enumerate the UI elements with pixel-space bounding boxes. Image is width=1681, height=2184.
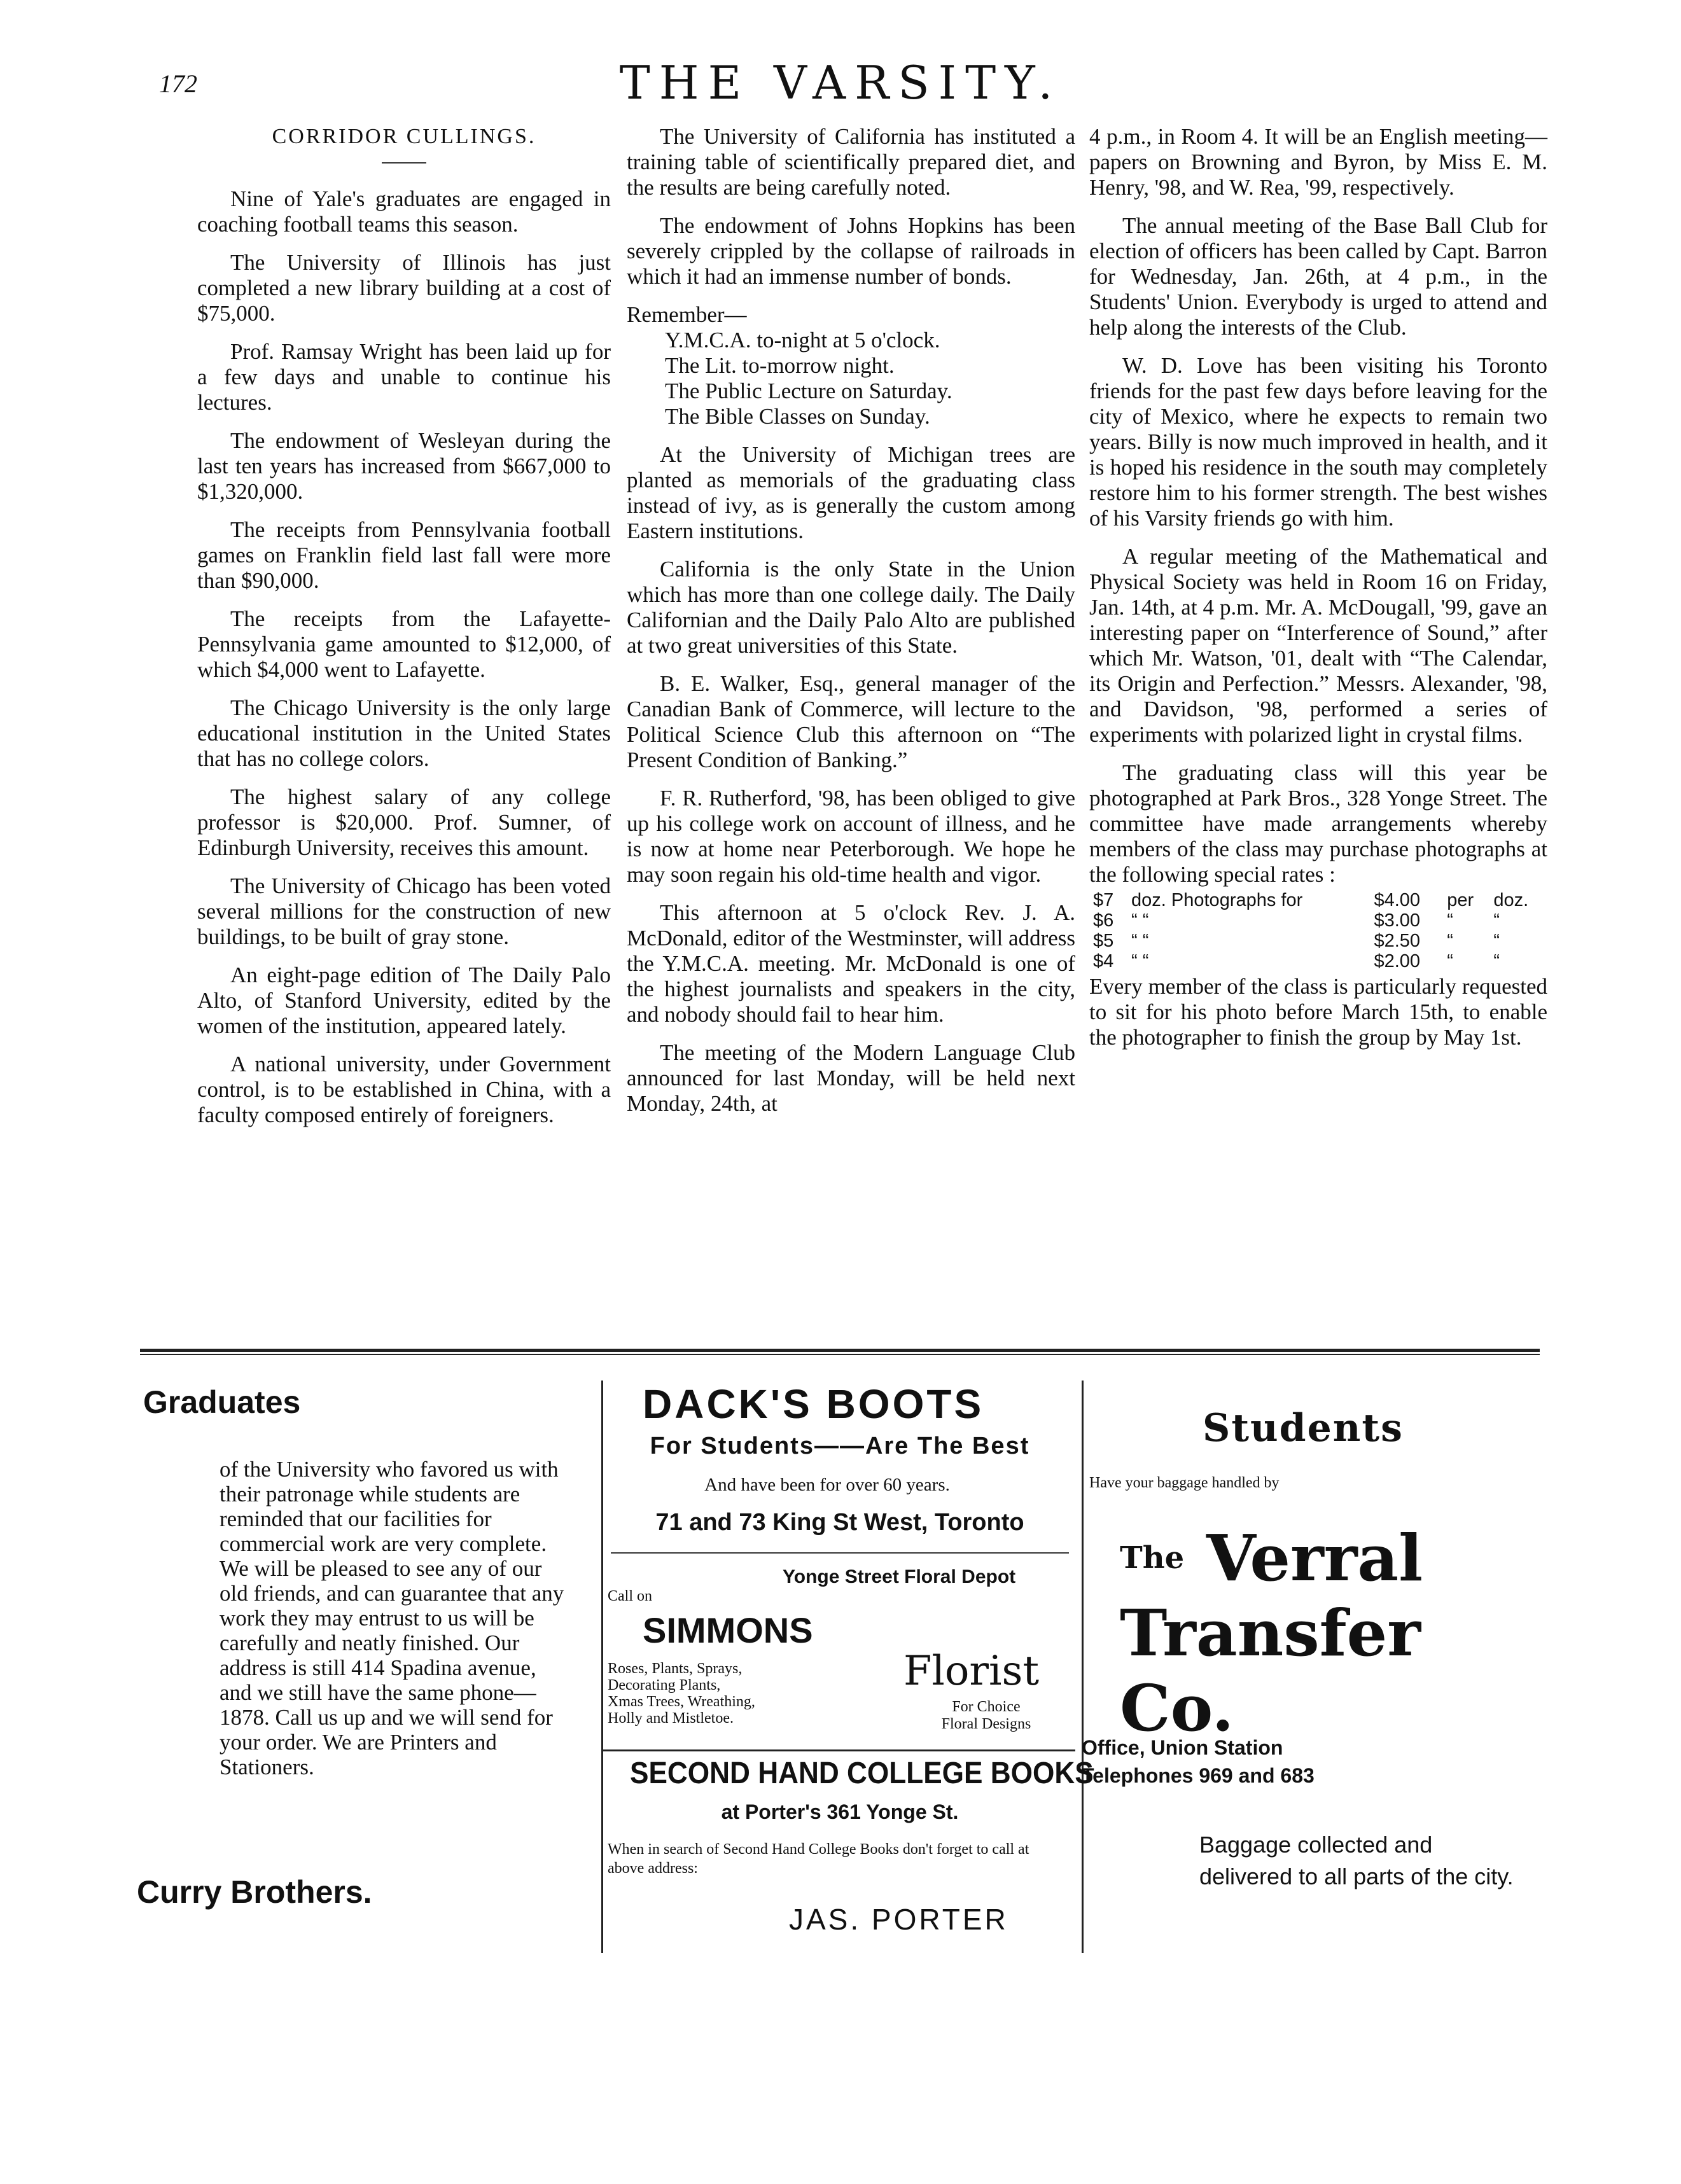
news-item: F. R. Rutherford, '98, has been obliged to give up his college work on account of illness, and he is now at home near Peterborough. We hope he may soon regain his old-time health and vigor. — [627, 786, 1075, 887]
news-item: B. E. Walker, Esq., general manager of the Canadian Bank of Commerce, will lecture to the Political Science Club this afternoon on “The Present Condition of Banking.” — [627, 671, 1075, 772]
ad-simmons-items — [608, 1660, 755, 1727]
ad-verral-line: Co. — [1120, 1671, 1234, 1746]
list-item: Decorating Plants, — [608, 1677, 721, 1694]
news-item: A regular meeting of the Mathematical and Physical Society was held in Room 16 on Friday, Jan. 14th, at 4 p.m. Mr. A. McDougall, '99, gave an interesting paper on “Interference of Sound,” after which Mr. Watson, '01, dealt with “The Calendar, its Origin and Perfection.” Messrs. Alexander, '98, and Davidson, '98, performed a series of experiments with polarized light in crystal films. — [1089, 544, 1547, 747]
ad-simmons-depot: Yonge Street Floral Depot — [783, 1566, 1016, 1587]
table-row — [1089, 931, 1547, 951]
ad-graduates-signature: Curry Brothers. — [137, 1874, 372, 1910]
masthead-title: THE VARSITY. — [619, 56, 1062, 109]
news-item: 4 p.m., in Room 4. It will be an English meeting—papers on Browning and Byron, by Miss E. M. Henry, '98, and W. Rea, '99, respectively. — [1089, 124, 1547, 200]
section-divider — [140, 1349, 1540, 1352]
table-cell: “ — [1493, 931, 1500, 951]
remember-block — [627, 302, 1075, 429]
news-item: Nine of Yale's graduates are engaged in coaching football teams this season. — [197, 186, 611, 237]
ad-porter-signature: JAS. PORTER — [789, 1903, 1008, 1936]
table-cell: $4.00 — [1374, 890, 1421, 910]
section-divider-thin — [140, 1354, 1540, 1355]
ad-simmons-call-on: Call on — [608, 1588, 652, 1604]
ad-verral-name — [1120, 1520, 1552, 1746]
ad-verral-the: The — [1120, 1540, 1185, 1576]
ad-simmons-florist-sub — [910, 1699, 1063, 1733]
ad-porter-subtitle: at Porter's 361 Yonge St. — [721, 1800, 959, 1823]
table-cell: $7 — [1093, 890, 1114, 910]
news-item: The Chicago University is the only large educational institution in the United States that has no college colors. — [197, 695, 611, 771]
ad-simmons-florist: Florist — [903, 1648, 1040, 1695]
ad-verral-sub: Have your baggage handled by — [1089, 1475, 1280, 1491]
ad-verral-office: Office, Union Station — [1082, 1736, 1283, 1759]
list-item: Xmas Trees, Wreathing, — [608, 1694, 755, 1710]
ad-dacks-since: And have been for over 60 years. — [704, 1475, 950, 1495]
photo-rates-table — [1089, 890, 1547, 971]
table-cell: $4 — [1093, 951, 1114, 971]
news-item: The University of Chicago has been voted several millions for the construction of new buildings, to be built of gray stone. — [197, 873, 611, 949]
table-cell: per — [1447, 890, 1474, 910]
list-item: For Choice — [952, 1699, 1021, 1715]
page-number: 172 — [159, 69, 197, 98]
news-item: An eight-page edition of The Daily Palo Alto, of Stanford University, edited by the women of the institution, appeared lately. — [197, 963, 611, 1038]
table-cell: “ — [1493, 951, 1500, 971]
ad-verral-line: Verral — [1206, 1520, 1423, 1596]
ad-divider — [601, 1749, 1075, 1751]
news-item: At the University of Michigan trees are planted as memorials of the graduating class instead of ivy, as is generally the custom among Eastern institutions. — [627, 442, 1075, 543]
table-cell: $2.50 — [1374, 931, 1421, 951]
list-item: Holly and Mistletoe. — [608, 1710, 734, 1727]
table-cell: doz. Photographs for — [1131, 890, 1303, 910]
table-cell: “ “ — [1131, 931, 1149, 951]
news-item: The annual meeting of the Base Ball Club for election of officers has been called by Capt. Barron for Wednesday, Jan. 26th, at 4 p.m., in the Students' Union. Everybody is urged to attend and help along the interests of the Club. — [1089, 213, 1547, 340]
ad-verral-phones: Telephones 969 and 683 — [1082, 1764, 1315, 1787]
table-cell: “ — [1447, 951, 1453, 971]
news-item: The endowment of Wesleyan during the last ten years has increased from $667,000 to $1,320,000. — [197, 428, 611, 504]
remember-line: The Public Lecture on Saturday. — [665, 379, 952, 403]
news-item: The meeting of the Modern Language Club announced for last Monday, will be held next Monday, 24th, at — [627, 1040, 1075, 1116]
news-item: The graduating class will this year be photographed at Park Bros., 328 Yonge Street. The committee have made arrangements whereby members of the class may purchase photographs at the following special rates : — [1089, 760, 1547, 887]
ad-verral-contact — [1082, 1734, 1315, 1790]
table-cell: $6 — [1093, 910, 1114, 931]
table-cell: $2.00 — [1374, 951, 1421, 971]
ad-graduates-body: of the University who favored us with their patronage while students are reminded that our facilities for commercial work are very complete. We will be pleased to see any of our old friends, and can guarantee that any work they may entrust to us will be carefully and neatly finished. Our address is still 414 Spadina avenue, and we still have the same phone—1878. Call us up and we will send for your order. We are Printers and Stationers. — [220, 1457, 564, 1779]
table-cell: “ — [1493, 910, 1500, 931]
remember-line: Y.M.C.A. to-night at 5 o'clock. — [665, 328, 940, 352]
column-1 — [197, 124, 611, 1141]
ad-graduates-title: Graduates — [143, 1384, 301, 1420]
list-item: Roses, Plants, Sprays, — [608, 1660, 743, 1677]
news-item: The University of Illinois has just completed a new library building at a cost of $75,000. — [197, 250, 611, 326]
column-3 — [1089, 124, 1547, 1063]
ad-verral-note: Baggage collected and delivered to all parts of the city. — [1199, 1832, 1514, 1889]
ad-simmons-name: SIMMONS — [643, 1610, 813, 1650]
news-item: Every member of the class is particularly requested to sit for his photo before March 15th, to enable the photographer to finish the group by May 1st. — [1089, 974, 1547, 1050]
news-item: The receipts from Pennsylvania football games on Franklin field last fall were more than $90,000. — [197, 517, 611, 593]
ad-verral-line: Transfer — [1120, 1596, 1421, 1671]
table-cell: “ “ — [1131, 951, 1149, 971]
ad-column-divider — [1082, 1381, 1084, 1953]
news-item: The endowment of Johns Hopkins has been severely crippled by the collapse of railroads in which it had an immense number of bonds. — [627, 213, 1075, 289]
news-item: The highest salary of any college professor is $20,000. Prof. Sumner, of Edinburgh University, receives this amount. — [197, 784, 611, 860]
ad-dacks-subtitle: For Students——Are The Best — [650, 1433, 1030, 1459]
table-row — [1089, 890, 1547, 910]
news-item: Prof. Ramsay Wright has been laid up for a few days and unable to continue his lectures. — [197, 339, 611, 415]
ad-dacks-title: DACK'S BOOTS — [643, 1381, 984, 1427]
list-item: Floral Designs — [941, 1716, 1031, 1732]
heading-rule — [382, 162, 426, 163]
table-cell: “ — [1447, 931, 1453, 951]
table-cell: “ “ — [1131, 910, 1149, 931]
table-cell: $5 — [1093, 931, 1114, 951]
remember-line: The Bible Classes on Sunday. — [665, 404, 930, 429]
news-item: This afternoon at 5 o'clock Rev. J. A. McDonald, editor of the Westminster, will address the Y.M.C.A. meeting. Mr. McDonald is one of the highest journalists and speakers in the city, and nobody should fail to hear him. — [627, 900, 1075, 1027]
column-2 — [627, 124, 1075, 1129]
table-row — [1089, 951, 1547, 971]
ad-porter-note: When in search of Second Hand College Books don't forget to call at above address: — [608, 1841, 1029, 1877]
news-item: California is the only State in the Union which has more than one college daily. The Daily Californian and the Daily Palo Alto are published at two great universities of this State. — [627, 557, 1075, 658]
ad-verral-students: Students — [1203, 1406, 1404, 1450]
ad-divider — [611, 1552, 1069, 1554]
table-row — [1089, 910, 1547, 931]
section-heading: CORRIDOR CULLINGS. — [272, 125, 536, 148]
news-item: W. D. Love has been visiting his Toronto friends for the past few days before leaving for the city of Mexico, where he expects to remain two years. Billy is now much improved in health, and it is hoped his residence in the south may completely restore him to his former strength. The best wishes of his Varsity friends go with him. — [1089, 353, 1547, 531]
remember-heading: Remember— — [627, 302, 747, 327]
table-cell: $3.00 — [1374, 910, 1421, 931]
remember-line: The Lit. to-morrow night. — [665, 353, 895, 378]
news-item: The University of California has instituted a training table of scientifically prepared diet, and the results are being carefully noted. — [627, 124, 1075, 200]
ad-porter-title: SECOND HAND COLLEGE BOOKS — [630, 1756, 1094, 1790]
ad-dacks-address: 71 and 73 King St West, Toronto — [655, 1509, 1024, 1536]
news-item: The receipts from the Lafayette-Pennsylvania game amounted to $12,000, of which $4,000 went to Lafayette. — [197, 606, 611, 682]
ad-column-divider — [601, 1381, 603, 1953]
table-cell: “ — [1447, 910, 1453, 931]
table-cell: doz. — [1493, 890, 1529, 910]
news-item: A national university, under Government control, is to be established in China, with a faculty composed entirely of foreigners. — [197, 1052, 611, 1127]
